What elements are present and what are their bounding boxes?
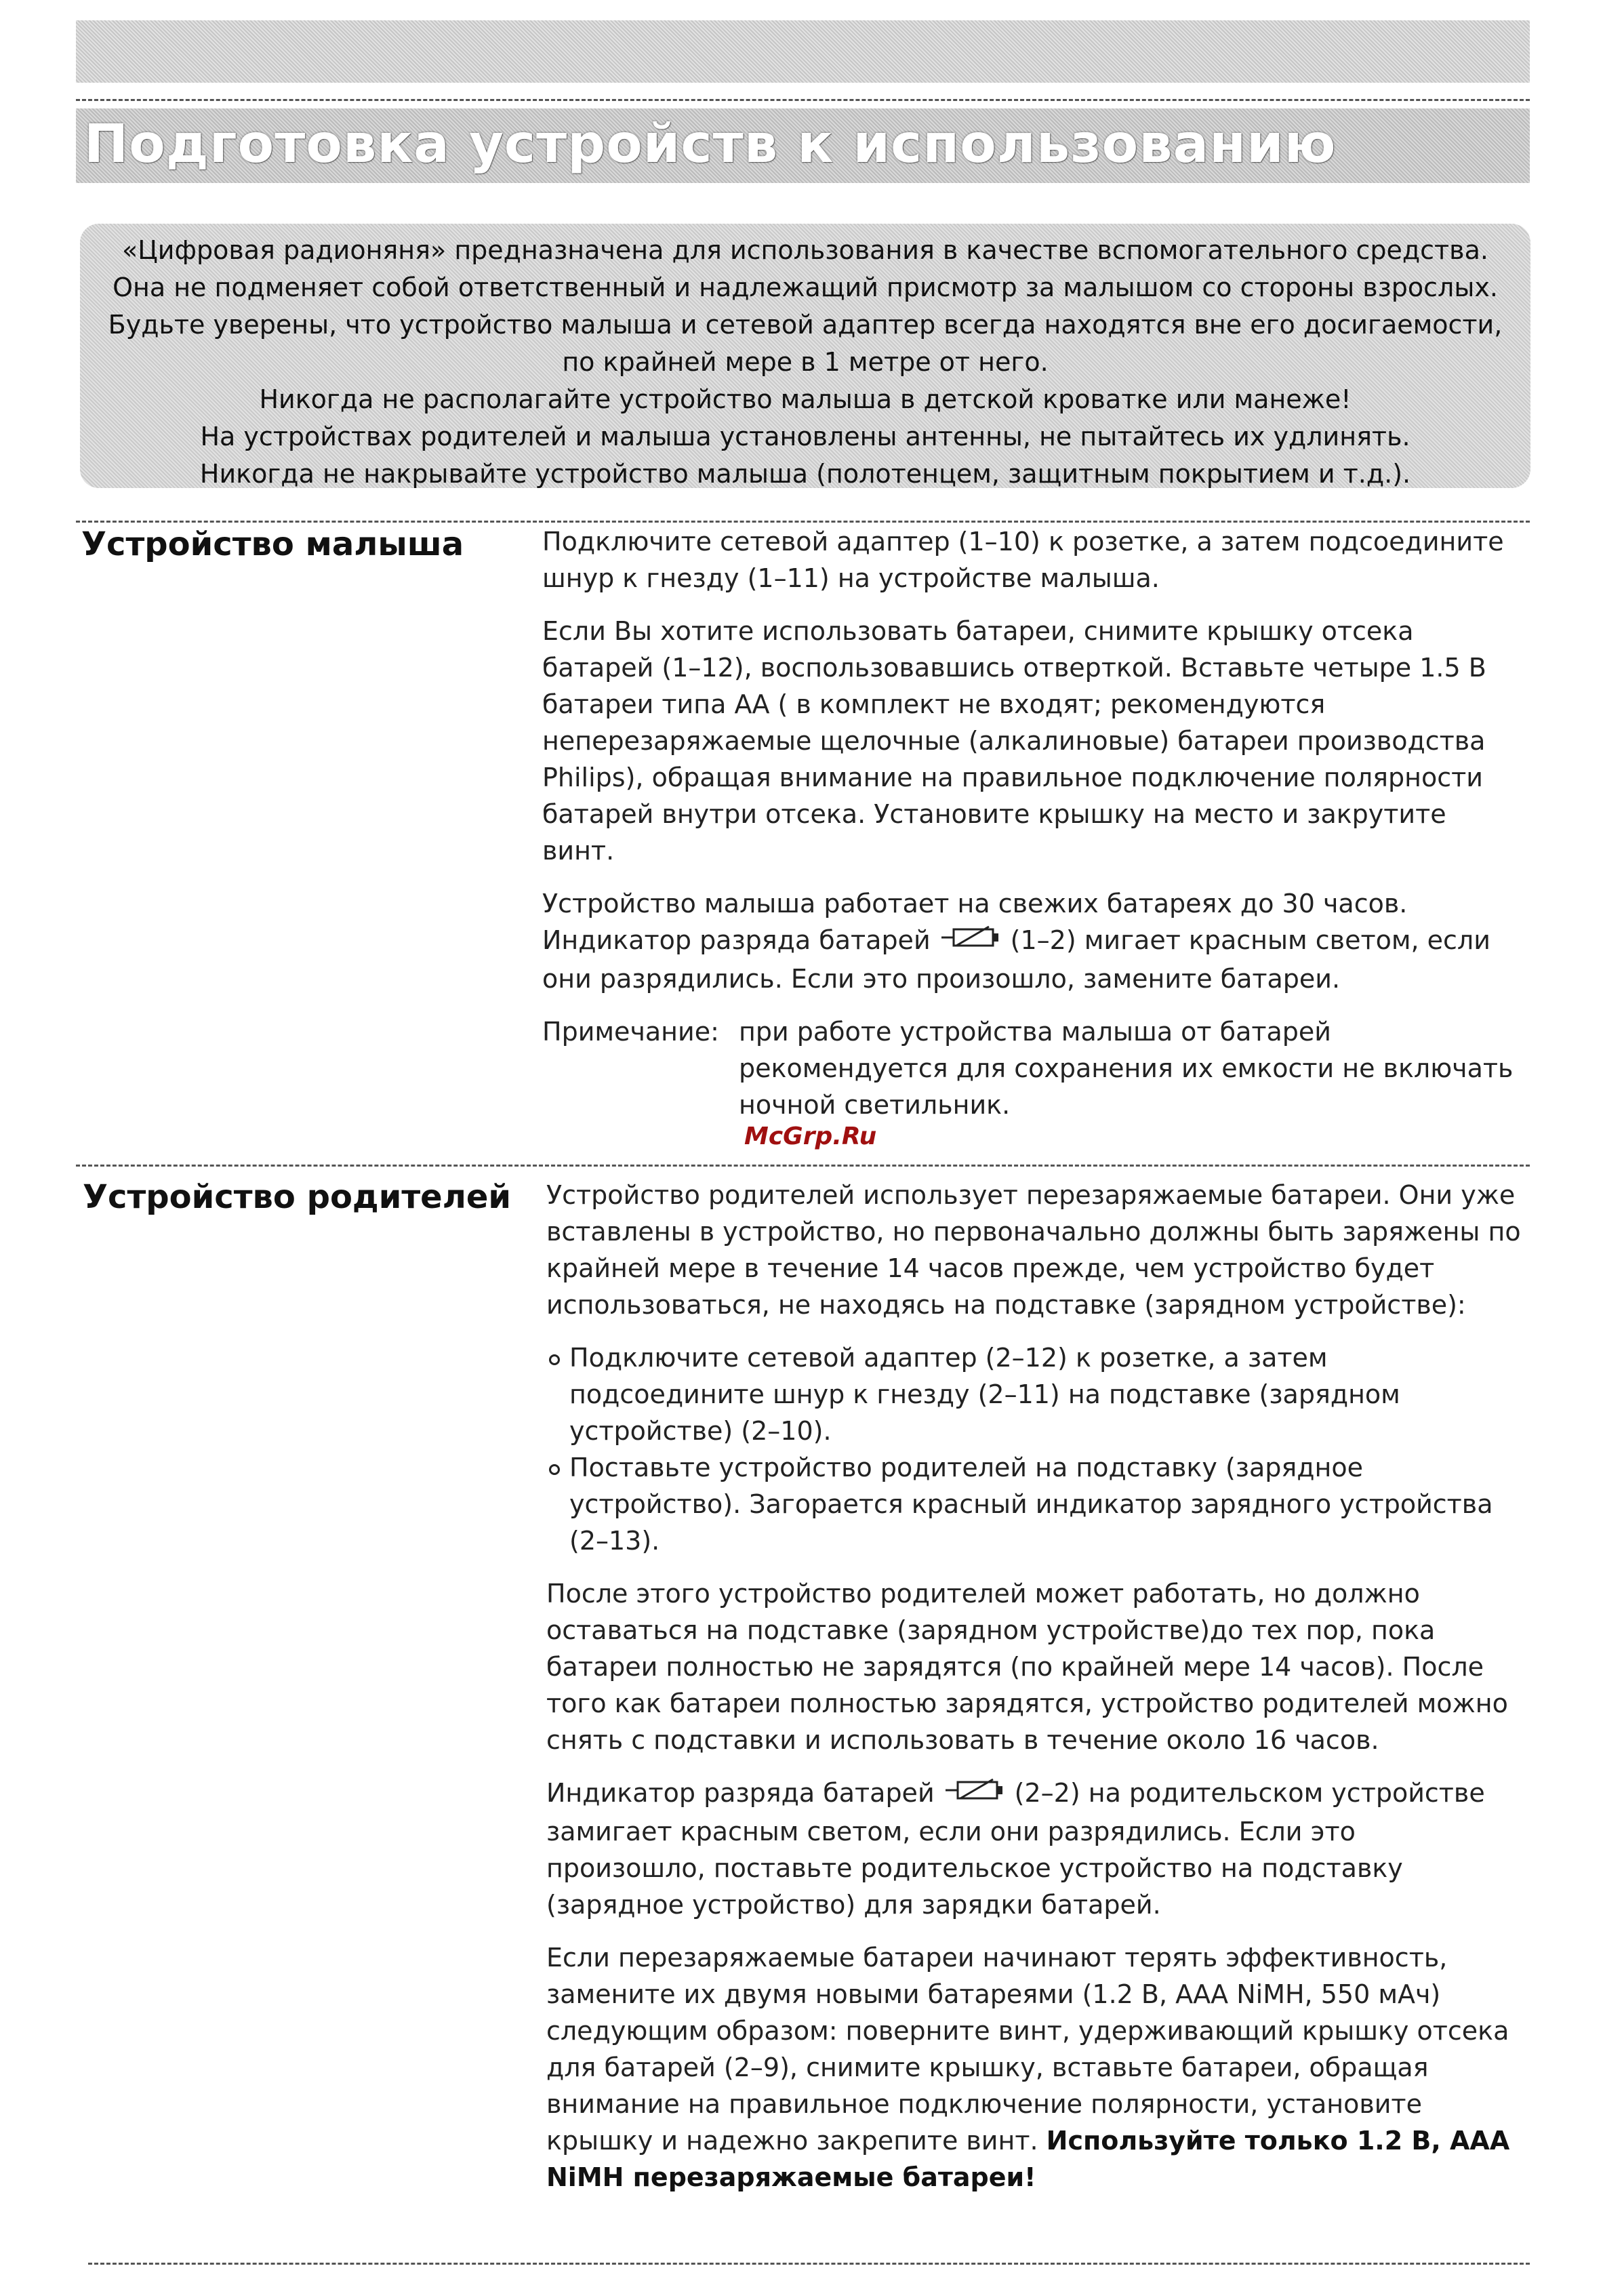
parent-unit-paragraph: После этого устройство родителей может работать, но должно оставаться на подставке (зарядном устройстве)до тех пор, пока батареи полностью не зарядятся (по крайней мере 14 часов). После того как батареи полностью зарядятся, устройство родителей можно снять с подставки и использовать в течение около 16 часов. — [546, 1579, 1508, 1755]
bottom-rule — [88, 2263, 1530, 2265]
battery-indicator-label: Индикатор разряда батарей — [542, 925, 931, 955]
note-label: Примечание: — [542, 1016, 719, 1047]
warning-line: Никогда не располагайте устройство малыша в детской кроватке или манеже! — [259, 384, 1352, 414]
warning-line: Никогда не накрывайте устройство малыша (полотенцем, защитным покрытием и т.д.). — [199, 459, 1411, 489]
baby-unit-paragraph: Если Вы хотите использовать батареи, снимите крышку отсека батарей (1–12), воспользовавшись отверткой. Вставьте четыре 1.5 В батареи типа АА ( в комплект не входят; рекомендуются неперезаряжаемые щелочные (алкалиновые) батареи производства Philips), обращая внимание на правильное подключение полярности батарей внутри отсека. Установите крышку на место и закрутите винт. — [542, 616, 1486, 866]
warning-box — [80, 224, 1530, 488]
list-item-text: Подключите сетевой адаптер (2–12) к розетке, а затем подсоедините шнур к гнезду (2–11) на подставке (зарядном устройстве) (2–10). — [569, 1343, 1400, 1446]
battery-indicator-label: Индикатор разряда батарей — [546, 1778, 935, 1808]
battery-indicator-text: (2–2) на родительском устройстве замигает красным светом, если они разрядились. Если это произошло, поставьте родительское устройство на подставку (зарядное устройство) для зарядки батарей. — [546, 1778, 1485, 1920]
battery-indicator-text: (1–2) мигает красным светом, если они разрядились. Если это произошло, замените батареи. — [542, 925, 1490, 994]
page-title: Подготовка устройств к использованию — [84, 114, 1337, 175]
watermark: McGrp.Ru — [744, 1123, 877, 1150]
parent-unit-paragraph: Устройство родителей использует перезаряжаемые батареи. Они уже вставлены в устройство, но первоначально должны быть заряжены по крайней мере в течение 14 часов прежде, чем устройство будет использоваться, не находясь на подставке (зарядном устройстве): — [546, 1180, 1521, 1320]
parent-unit-paragraph — [546, 1775, 1522, 1923]
baby-unit-paragraph: Подключите сетевой адаптер (1–10) к розетке, а затем подсоедините шнур к гнезду (1–11) на устройстве малыша. — [542, 527, 1504, 593]
warning-line: Она не подменяет собой ответственный и надлежащий присмотр за малышом со стороны взрослых. — [113, 272, 1498, 302]
warning-line: «Цифровая радионяня» предназначена для использования в качестве вспомогательного средства. — [122, 235, 1488, 265]
list-item — [546, 1339, 1522, 1449]
battery-replace-text: Если перезаряжаемые батареи начинают терять эффективность, замените их двумя новыми батареями (1.2 В, ААА NiMH, 550 мАч) следующим образом: поверните винт, удерживающий крышку отсека для батарей (2–9), снимите крышку, вставьте батареи, обращая внимание на правильное подключение полярности, установите крышку и надежно закрепите винт. — [546, 1942, 1509, 2156]
parent-unit-steps — [546, 1339, 1522, 1559]
battery-warning-bold: Используйте только 1.2 В, ААА NiMH перезаряжаемые батареи! — [546, 2125, 1510, 2192]
baby-unit-note — [542, 1013, 1518, 1123]
note-text: при работе устройства малыша от батарей рекомендуется для сохранения их емкости не включать ночной светильник. — [739, 1016, 1514, 1120]
top-gray-bar — [76, 20, 1530, 83]
bullet-icon — [549, 1464, 560, 1475]
title-band — [76, 108, 1530, 183]
baby-unit-body — [542, 523, 1518, 1123]
battery-runtime-text: Устройство малыша работает на свежих батареях до 30 часов. — [542, 889, 1408, 918]
warning-line: Будьте уверены, что устройство малыша и сетевой адаптер всегда находятся вне его досигаемости, — [108, 310, 1503, 340]
warning-line: по крайней мере в 1 метре от него. — [562, 347, 1049, 377]
baby-unit-heading: Устройство малыша — [81, 525, 464, 563]
parent-unit-heading: Устройство родителей — [83, 1178, 512, 1216]
section-rule — [76, 1165, 1530, 1167]
low-battery-icon — [944, 1777, 1005, 1813]
list-item-text: Поставьте устройство родителей на подставку (зарядное устройство). Загорается красный индикатор зарядного устройства (2–13). — [569, 1453, 1493, 1556]
section-rule — [76, 521, 1530, 523]
low-battery-icon — [940, 924, 1001, 961]
baby-unit-paragraph — [542, 885, 1518, 997]
top-rule — [76, 99, 1530, 101]
parent-unit-body — [546, 1177, 1522, 2196]
bullet-icon — [549, 1354, 560, 1365]
warning-line: На устройствах родителей и малыша установлены антенны, не пытайтесь их удлинять. — [200, 422, 1410, 451]
list-item — [546, 1449, 1522, 1559]
parent-unit-paragraph — [546, 1939, 1522, 2196]
